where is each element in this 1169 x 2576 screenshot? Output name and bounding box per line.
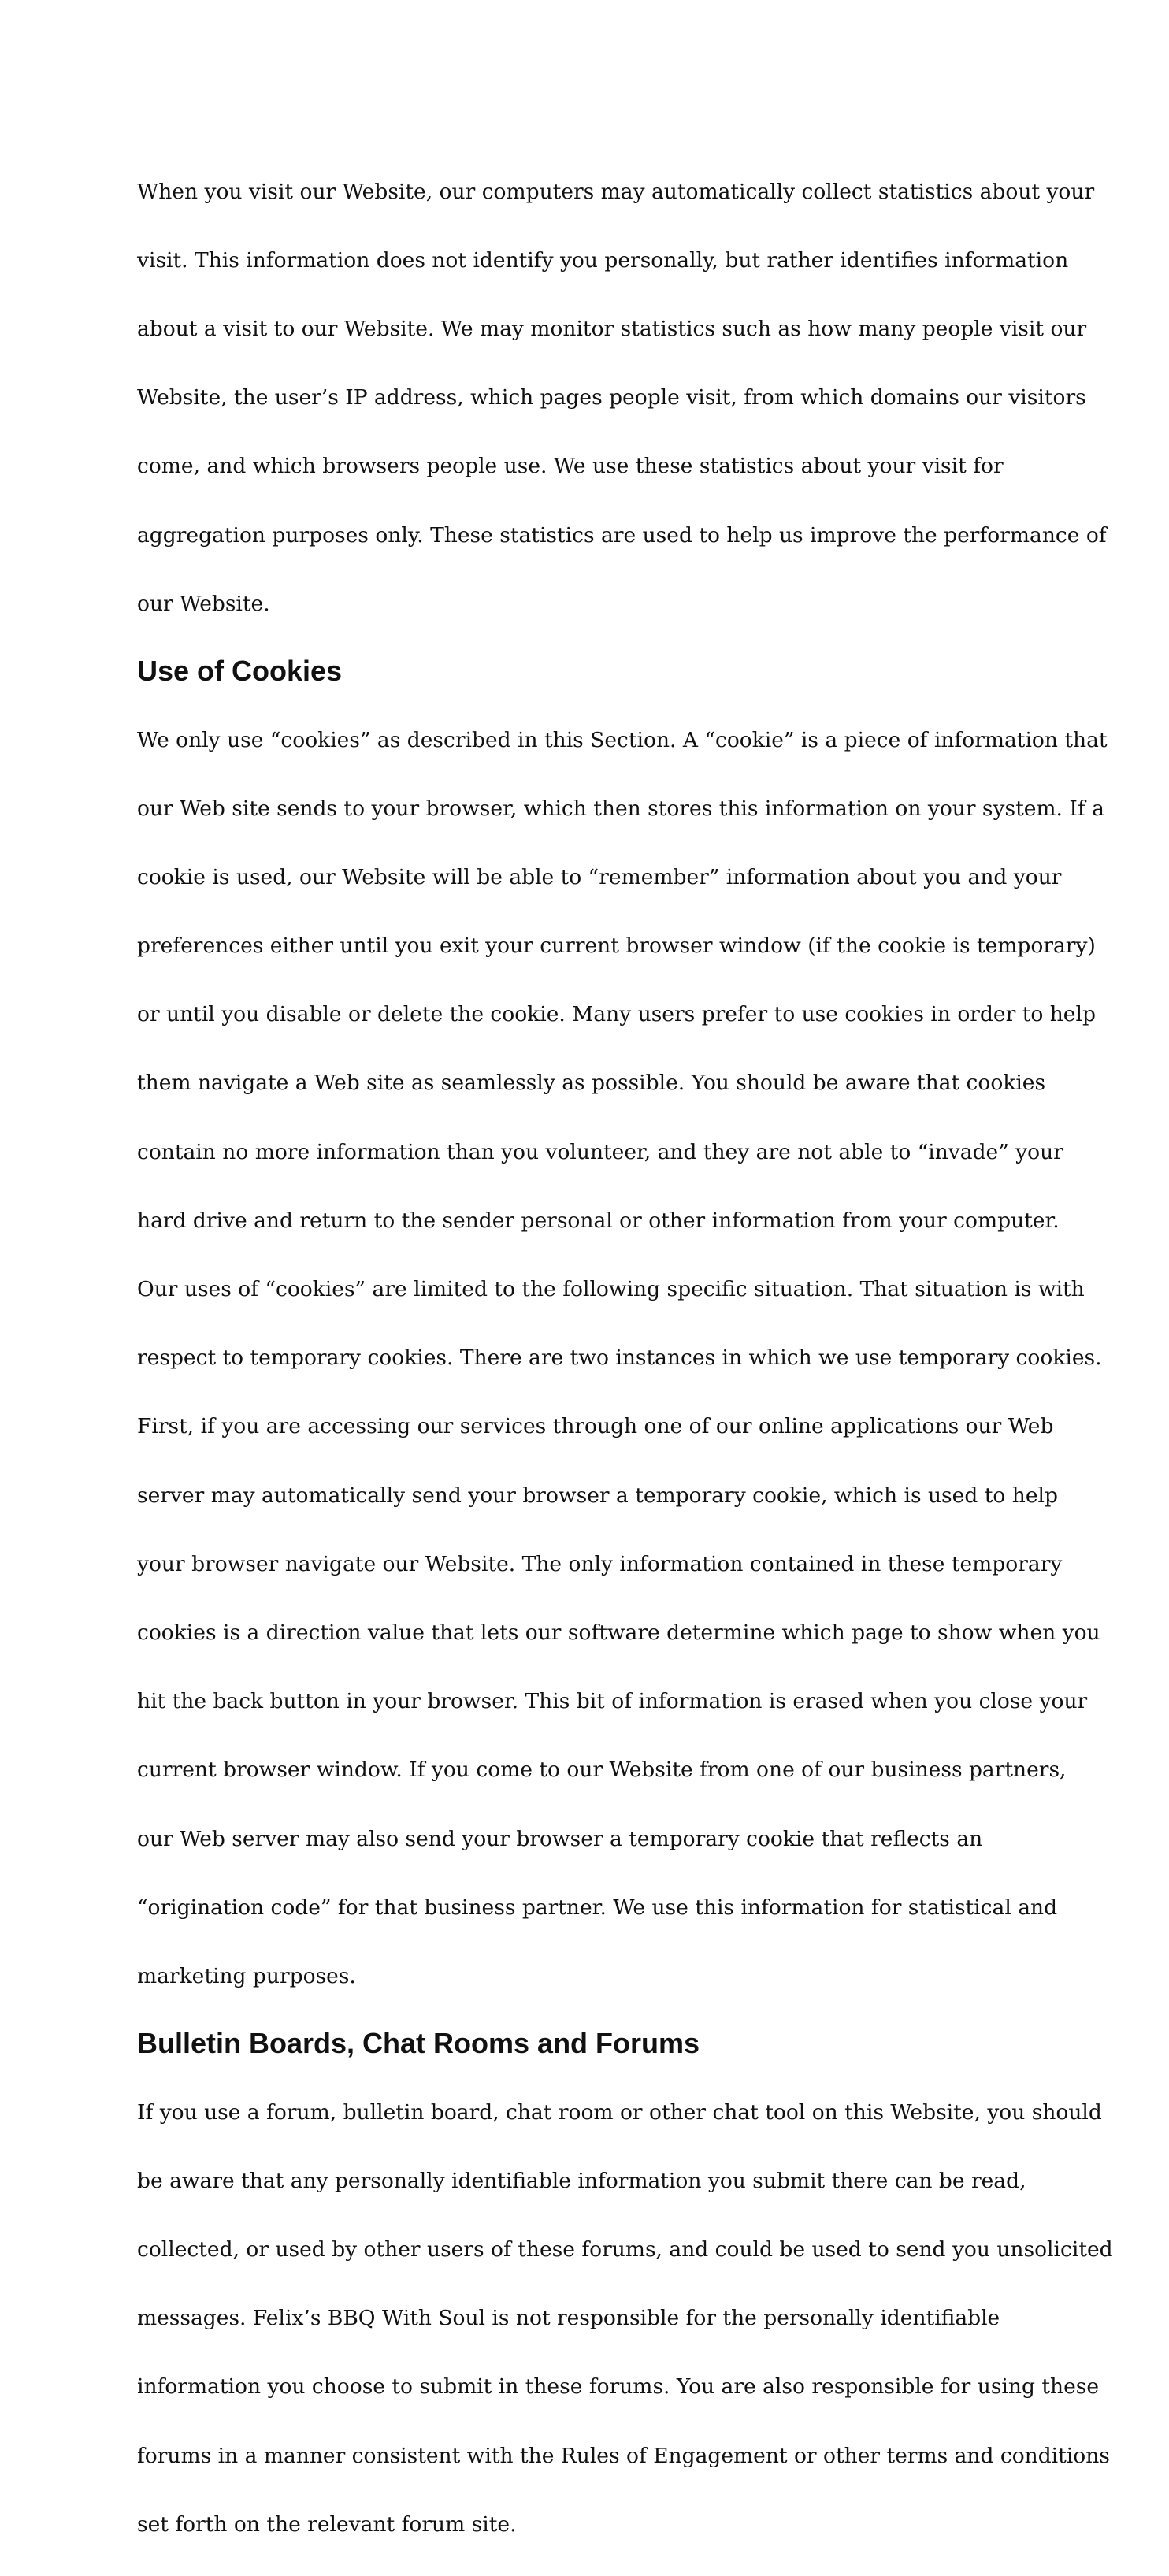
text-line: our Web server may also send your browser a temporary cookie that reflects an: [137, 1826, 983, 1851]
document-page: [137, 140, 1113, 2576]
text-line: come, and which browsers people use. We use these statistics about your visit for: [137, 454, 1004, 479]
text-line: information you choose to submit in these forums. You are also responsible for using these: [137, 2374, 1100, 2400]
text-line: We only use “cookies” as described in this Section. A “cookie” is a piece of information that: [137, 727, 1108, 752]
text-line: When you visit our Website, our computers may automatically collect statistics about your: [137, 179, 1095, 204]
text-line: our Web site sends to your browser, which then stores this information on your system. If a: [137, 796, 1104, 821]
text-line: contain no more information than you volunteer, and they are not able to “invade” your: [137, 1139, 1063, 1164]
text-line: your browser navigate our Website. The only information contained in these temporary: [137, 1551, 1063, 1576]
text-line: “origination code” for that business partner. We use this information for statistical and: [137, 1895, 1058, 1920]
text-line: or until you disable or delete the cookie. Many users prefer to use cookies in order to help: [137, 1002, 1096, 1027]
text-line: First, if you are accessing our services through one of our online applications our Web: [137, 1414, 1054, 1439]
text-line: cookies is a direction value that lets our software determine which page to show when you: [137, 1620, 1100, 1645]
text-line: preferences either until you exit your current browser window (if the cookie is temporary): [137, 934, 1096, 959]
cookies-heading: Use of Cookies: [137, 654, 343, 687]
text-line: cookie is used, our Website will be able to “remember” information about you and your: [137, 864, 1062, 889]
text-line: marketing purposes.: [137, 1963, 356, 1988]
text-line: aggregation purposes only. These statistics are used to help us improve the performance of: [137, 522, 1107, 547]
text-line: collected, or used by other users of these forums, and could be used to send you unsolicited: [137, 2237, 1113, 2262]
forums-heading: Bulletin Boards, Chat Rooms and Forums: [137, 2027, 700, 2060]
text-line: Our uses of “cookies” are limited to the following specific situation. That situation is with: [137, 1277, 1085, 1301]
forums-paragraph: [137, 2061, 1113, 2576]
text-line: Website, the user’s IP address, which pages people visit, from which domains our visitors: [137, 385, 1086, 410]
intro-paragraph: [137, 140, 1107, 655]
text-line: messages. Felix’s BBQ With Soul is not responsible for the personally identifiable: [137, 2306, 1000, 2331]
text-line: them navigate a Web site as seamlessly as possible. You should be aware that cookies: [137, 1071, 1046, 1096]
text-line: set forth on the relevant forum site.: [137, 2511, 517, 2537]
text-line: be aware that any personally identifiable information you submit there can be read,: [137, 2168, 1026, 2193]
text-line: forums in a manner consistent with the Rules of Engagement or other terms and conditions: [137, 2443, 1110, 2468]
cookies-paragraph: [137, 689, 1108, 2028]
text-line: our Website.: [137, 591, 270, 616]
text-line: hit the back button in your browser. This bit of information is erased when you close your: [137, 1689, 1088, 1714]
text-line: visit. This information does not identify you personally, but rather identifies information: [137, 247, 1069, 273]
text-line: current browser window. If you come to our Website from one of our business partners,: [137, 1758, 1067, 1783]
text-line: respect to temporary cookies. There are two instances in which we use temporary cookies.: [137, 1346, 1102, 1371]
text-line: If you use a forum, bulletin board, chat room or other chat tool on this Website, you should: [137, 2099, 1102, 2125]
text-line: server may automatically send your browser a temporary cookie, which is used to help: [137, 1483, 1058, 1508]
text-line: hard drive and return to the sender personal or other information from your computer.: [137, 1208, 1060, 1233]
text-line: about a visit to our Website. We may monitor statistics such as how many people visit our: [137, 316, 1087, 341]
